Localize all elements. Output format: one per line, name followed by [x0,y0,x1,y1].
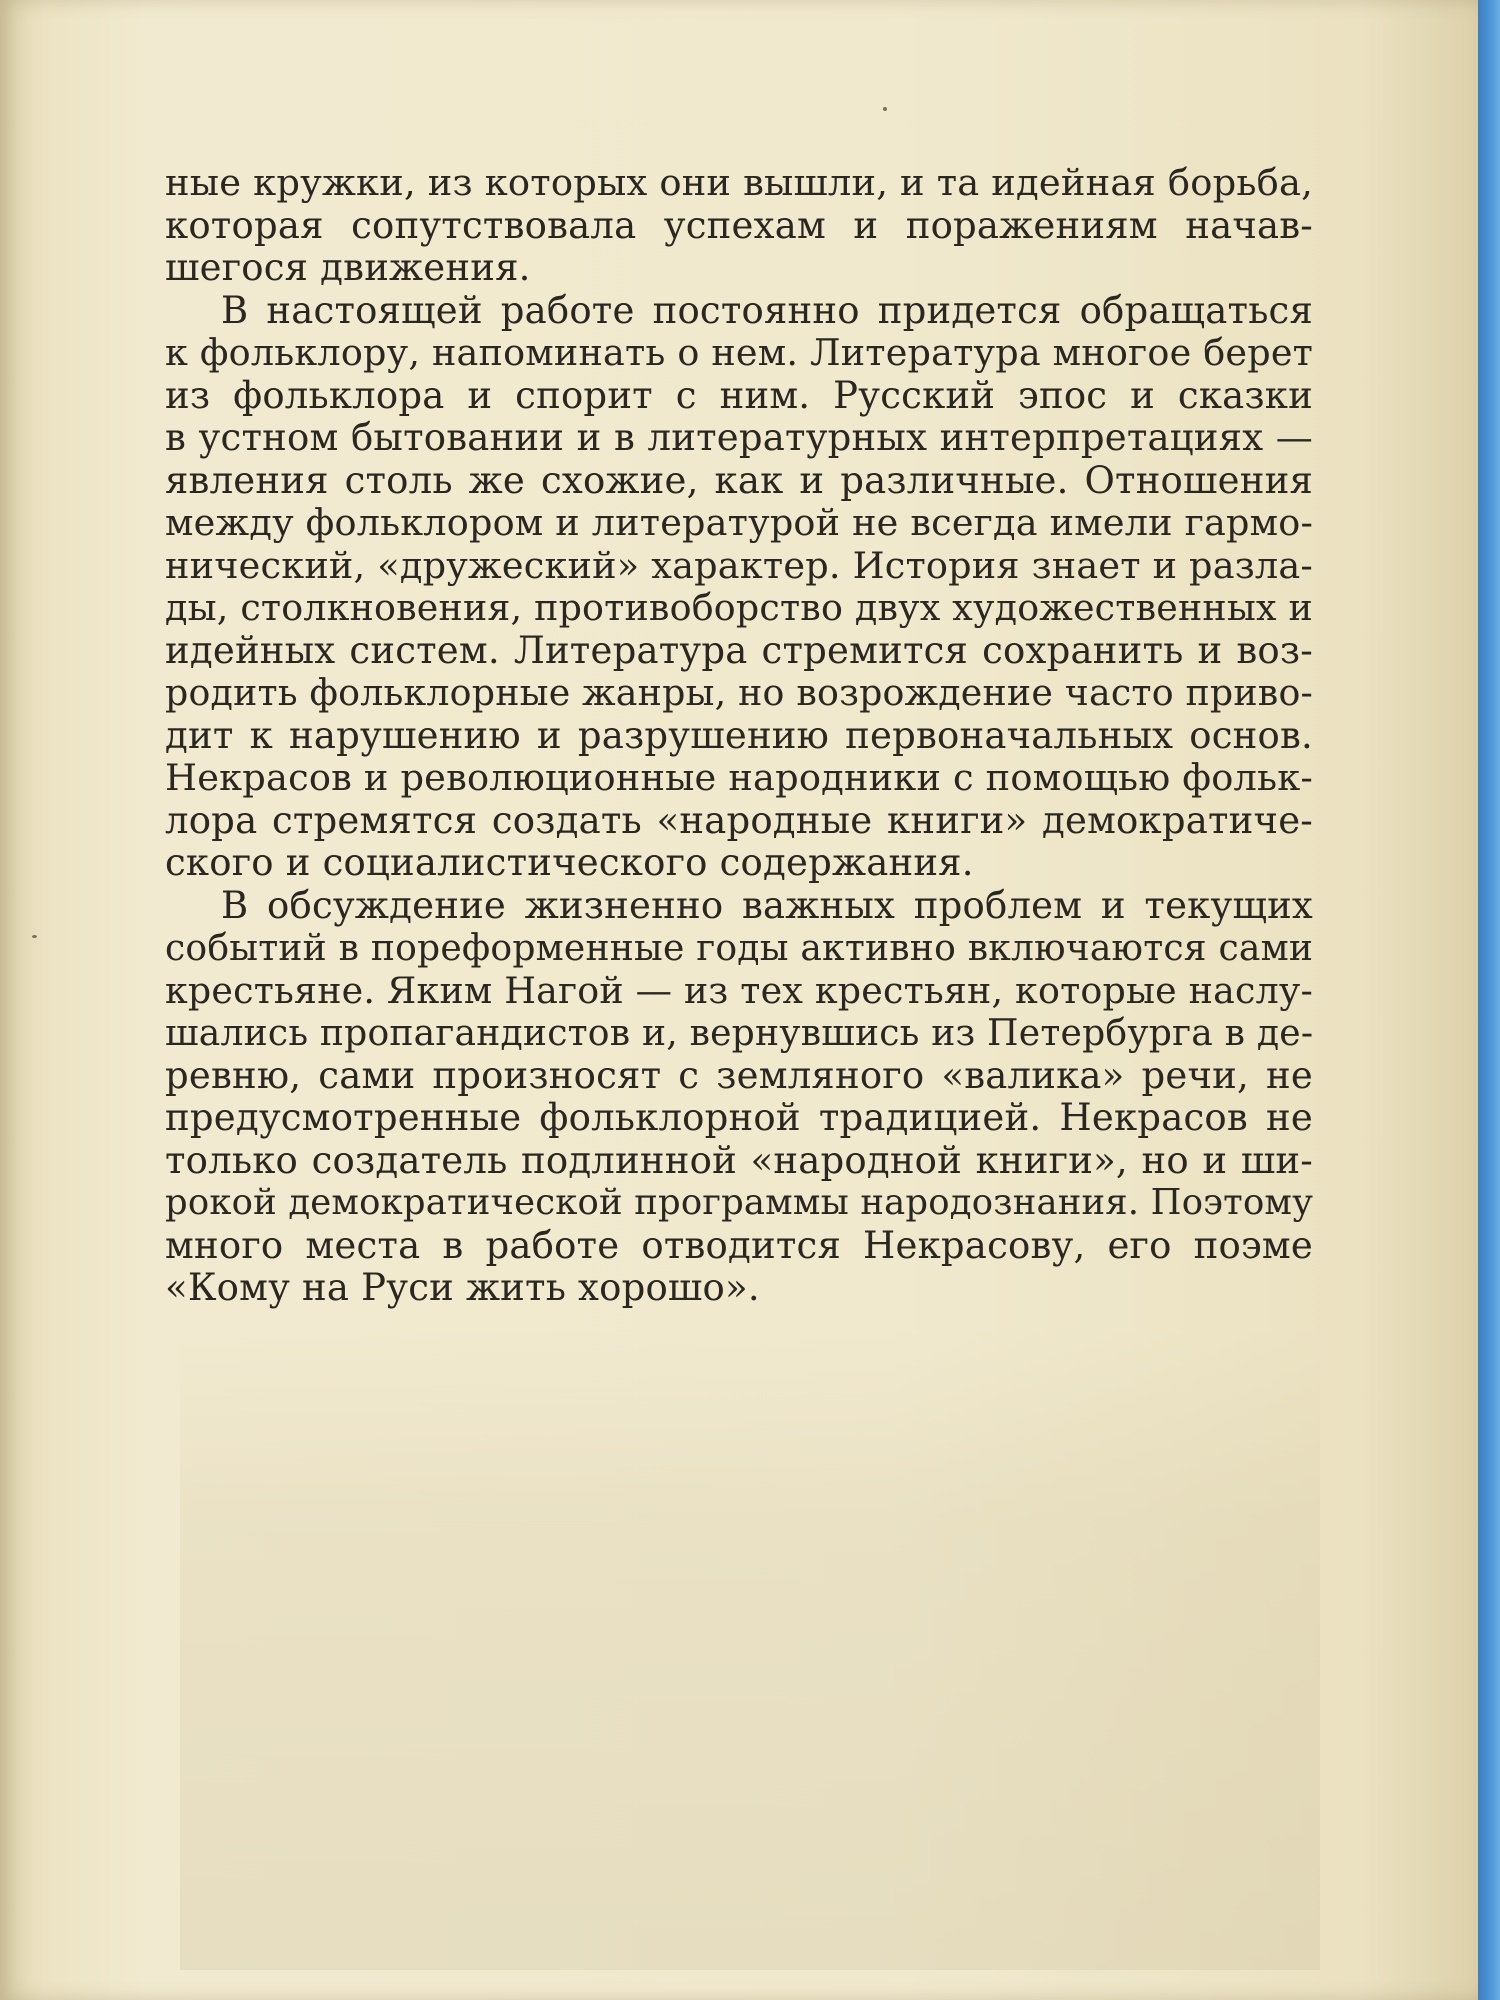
text-line: «Кому на Руси жить хорошо». [165,1266,760,1309]
text-line: из фольклора и спорит с ним. Русский эпос и сказки [165,373,1313,417]
text-line: лора стремятся создать «народные книги» демократиче- [165,798,1313,842]
text-line: В обсуждение жизненно важных проблем и текущих [221,883,1313,927]
text-line: родить фольклорные жанры, но возрождение часто приво- [165,671,1314,714]
text-line: много места в работе отводится Некрасову, его поэме [165,1223,1313,1267]
text-line: только создатель подлинной «народной книги», но и ши- [165,1138,1313,1182]
text-line: нический, «дружеский» характер. История знает и разла- [165,543,1313,587]
text-line: между фольклором и литературой не всегда имели гармо- [165,501,1313,544]
text-line: Некрасов и революционные народники с помощью фольк- [165,756,1313,799]
text-line: явления столь же схожие, как и различные. Отношения [165,458,1313,502]
body-text [165,162,1313,1310]
text-line: идейных систем. Литература стремится сохранить и воз- [165,628,1313,672]
text-line: в устном бытовании и в литературных интерпретациях — [165,416,1313,459]
text-line: ского и социалистического содержания. [165,841,974,884]
text-line: рокой демократической программы народознания. Поэтому [165,1182,1314,1223]
text-line: крестьяне. Яким Нагой — из тех крестьян, которые наслу- [165,968,1313,1012]
book-cover-edge [1478,0,1500,2000]
show-through-shadow [180,1330,1320,1970]
text-line: В настоящей работе постоянно придется обращаться [221,288,1313,332]
text-line: шались пропагандистов и, вернувшись из Петербурга в де- [165,1011,1314,1054]
text-line: предусмотренные фольклорной традицией. Некрасов не [165,1096,1313,1139]
text-line: которая сопутствовала успехам и поражениям начав- [165,203,1313,247]
text-line: ды, столкновения, противоборство двух художественных и [165,586,1313,629]
page-speck [883,107,887,111]
text-line: ревню, сами произносят с земляного «валика» речи, не [165,1053,1313,1097]
text-line: к фольклору, напоминать о нем. Литература многое берет [165,331,1314,374]
text-line: событий в пореформенные годы активно включаются сами [165,926,1314,969]
text-line: дит к нарушению и разрушению первоначальных основ. [165,713,1313,757]
text-line: ные кружки, из которых они вышли, и та идейная борьба, [165,161,1313,204]
page-speck [32,935,37,938]
text-line: шегося движения. [165,246,531,289]
